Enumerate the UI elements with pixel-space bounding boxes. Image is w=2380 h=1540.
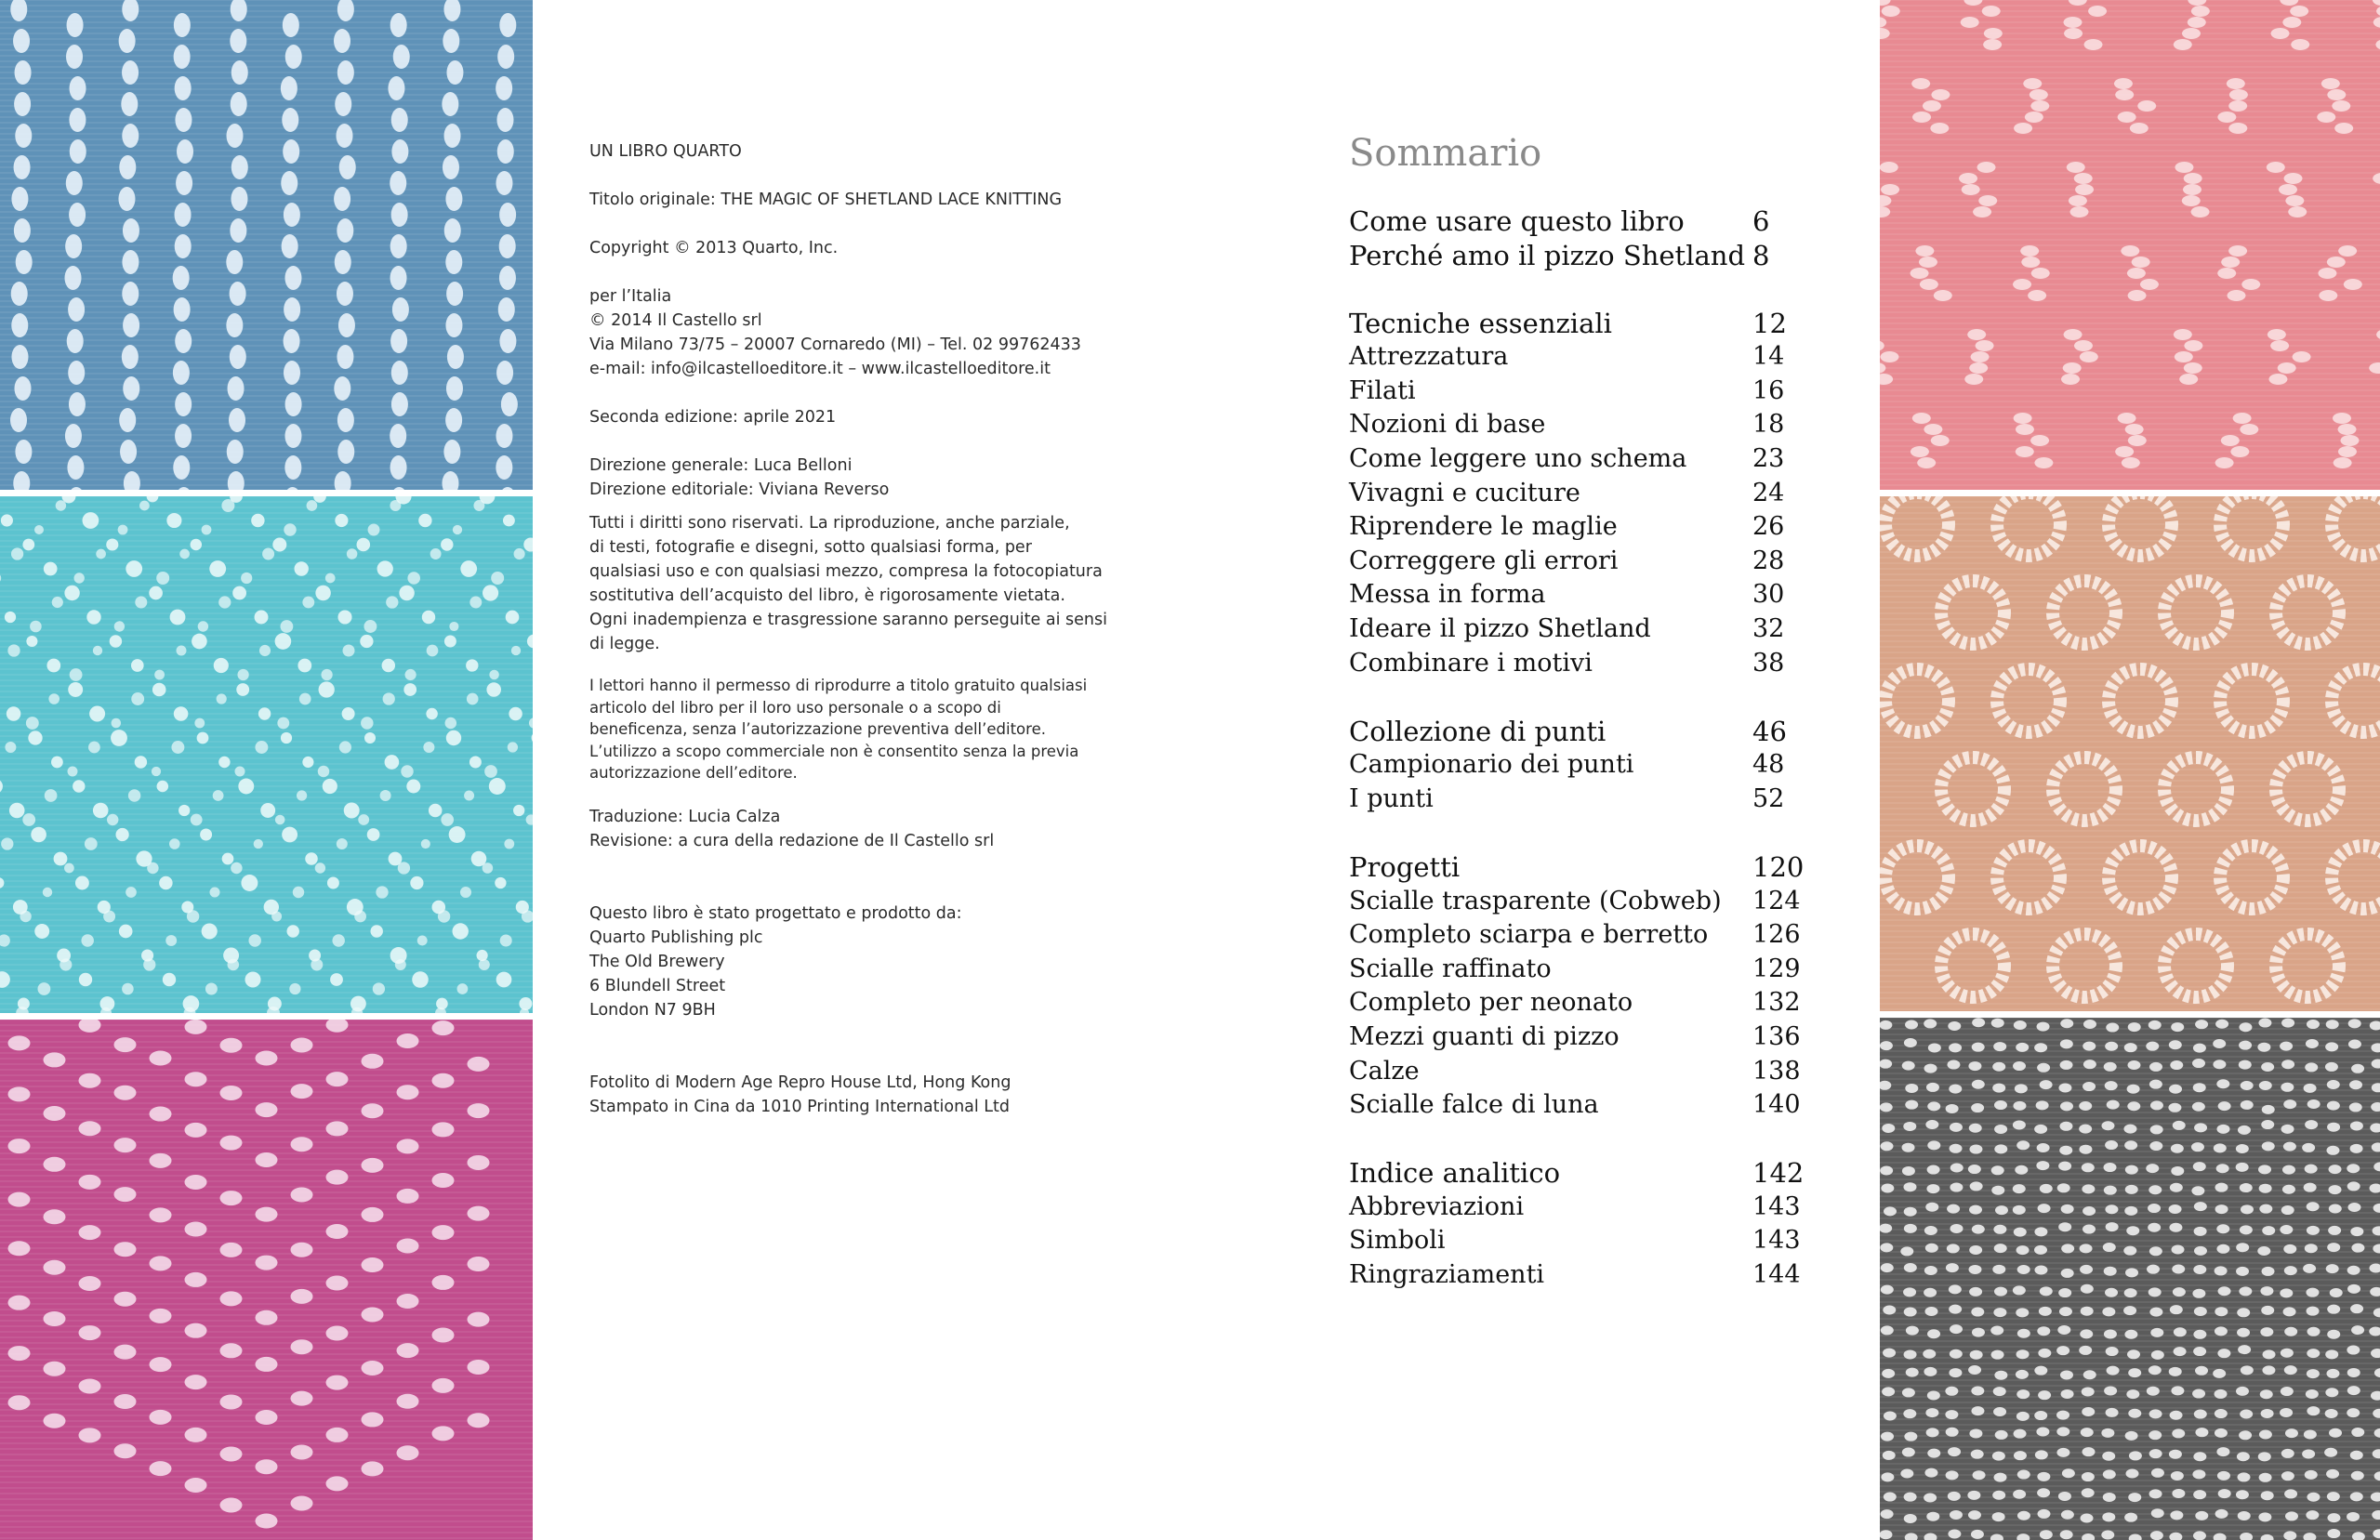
- toc-section: [1349, 1156, 1823, 1292]
- toc-entry-title: Ringraziamenti: [1349, 1260, 1545, 1290]
- toc-entry-page: 8: [1752, 239, 1770, 271]
- rights-line: di legge.: [589, 635, 660, 653]
- permission-line: articolo del libro per il loro uso personale o a scopo di: [589, 698, 1001, 717]
- toc-entry-title: Tecniche essenziali: [1349, 307, 1612, 339]
- toc-entry[interactable]: [1349, 1258, 1823, 1293]
- toc-entry-title: Completo sciarpa e berretto: [1349, 920, 1709, 950]
- toc-entry[interactable]: [1349, 510, 1823, 545]
- toc-entry-title: Combinare i motivi: [1349, 648, 1593, 678]
- magenta-lace-swatch: [0, 1020, 533, 1540]
- toc-entry-title: Filati: [1349, 375, 1416, 405]
- toc-entry-page: 52: [1752, 783, 1785, 813]
- direction-line: Direzione generale: Luca Belloni: [589, 456, 853, 475]
- toc-entry-title: Collezione di punti: [1349, 715, 1606, 747]
- toc-entry-page: 120: [1752, 851, 1805, 883]
- toc-entry[interactable]: [1349, 612, 1823, 647]
- toc-entry[interactable]: [1349, 1055, 1823, 1089]
- toc-entry-page: 12: [1752, 307, 1787, 339]
- toc-entry-title: Perché amo il pizzo Shetland: [1349, 239, 1746, 271]
- toc-section-entry[interactable]: [1349, 715, 1823, 749]
- italy-line: © 2014 Il Castello srl: [589, 311, 762, 330]
- toc-entry[interactable]: [1349, 340, 1823, 375]
- toc-entry-title: Scialle trasparente (Cobweb): [1349, 886, 1722, 915]
- toc-entry-page: 136: [1752, 1021, 1801, 1051]
- toc-entry[interactable]: [1349, 885, 1823, 919]
- toc-entry-page: 48: [1752, 750, 1785, 780]
- toc-entry-title: Mezzi guanti di pizzo: [1349, 1021, 1620, 1051]
- revision-line: Revisione: a cura della redazione de Il Castello srl: [589, 831, 995, 850]
- toc-entry-title: Indice analitico: [1349, 1157, 1561, 1190]
- toc-entry-title: Ideare il pizzo Shetland: [1349, 614, 1651, 644]
- toc-section: [1349, 204, 1823, 272]
- toc-entry[interactable]: [1349, 545, 1823, 579]
- toc-section: [1349, 715, 1823, 817]
- producer-line: Quarto Publishing plc: [589, 928, 763, 947]
- contact-line: e-mail: info@ilcastelloeditore.it – www.ilcastelloeditore.it: [589, 360, 1051, 378]
- toc-entry-page: 26: [1752, 512, 1785, 542]
- toc-entry-page: 18: [1752, 410, 1785, 440]
- producer-line: The Old Brewery: [589, 952, 725, 971]
- toc-entry-page: 144: [1752, 1260, 1801, 1290]
- toc-entry-page: 32: [1752, 614, 1785, 644]
- italy-line: per l’Italia: [589, 287, 672, 306]
- toc-entry[interactable]: [1349, 1020, 1823, 1055]
- toc-entry-page: 124: [1752, 886, 1801, 915]
- copyright-line: Copyright © 2013 Quarto, Inc.: [589, 239, 839, 257]
- toc-entry[interactable]: [1349, 1191, 1823, 1225]
- original-title: Titolo originale: THE MAGIC OF SHETLAND LACE KNITTING: [589, 191, 1063, 209]
- printing-line: Fotolito di Modern Age Repro House Ltd, Hong Kong: [589, 1073, 1012, 1092]
- toc-entry-title: Simboli: [1349, 1226, 1446, 1256]
- toc-entry[interactable]: [1349, 442, 1823, 477]
- toc-section-entry[interactable]: [1349, 239, 1823, 273]
- colophon: [589, 139, 1110, 1119]
- toc-entry-title: Completo per neonato: [1349, 988, 1633, 1018]
- toc-entry-page: 140: [1752, 1090, 1801, 1120]
- toc-section-entry[interactable]: [1349, 307, 1823, 341]
- permission-line: I lettori hanno il permesso di riprodurre a titolo gratuito qualsiasi: [589, 677, 1088, 694]
- toc-entry-title: Campionario dei punti: [1349, 750, 1634, 780]
- toc-entry-title: Abbreviazioni: [1349, 1191, 1525, 1221]
- translation-line: Traduzione: Lucia Calza: [589, 807, 781, 826]
- toc-entry[interactable]: [1349, 953, 1823, 987]
- toc-entry-title: Come usare questo libro: [1349, 205, 1685, 237]
- toc-entry-page: 28: [1752, 546, 1785, 575]
- toc-entry-page: 132: [1752, 988, 1801, 1018]
- toc-section: [1349, 850, 1823, 1123]
- grey-lace-swatch: [1880, 1018, 2380, 1540]
- toc-entry-title: Attrezzatura: [1349, 342, 1509, 372]
- permission-line: L’utilizzo a scopo commerciale non è consentito senza la previa: [589, 742, 1079, 760]
- toc-entry-page: 142: [1752, 1157, 1805, 1190]
- toc-entry-page: 38: [1752, 648, 1785, 678]
- toc-entry-page: 129: [1752, 954, 1801, 983]
- blue-lace-swatch: [0, 0, 533, 490]
- toc-entry-title: Scialle falce di luna: [1349, 1090, 1599, 1120]
- toc-entry-page: 143: [1752, 1191, 1801, 1221]
- toc-entry[interactable]: [1349, 647, 1823, 681]
- toc-entry-page: 46: [1752, 715, 1787, 747]
- toc-section-entry[interactable]: [1349, 1156, 1823, 1191]
- toc-entry[interactable]: [1349, 408, 1823, 442]
- turquoise-lace-swatch: [0, 496, 533, 1013]
- toc-section-entry[interactable]: [1349, 850, 1823, 885]
- permission-line: autorizzazione dell’editore.: [589, 764, 798, 782]
- peach-lace-swatch: [1880, 496, 2380, 1011]
- toc-entry[interactable]: [1349, 1088, 1823, 1123]
- toc-entry-page: 30: [1752, 580, 1785, 610]
- producer-line: Questo libro è stato progettato e prodotto da:: [589, 903, 962, 923]
- toc-entry-page: 14: [1752, 342, 1785, 372]
- pink-lace-swatch: [1880, 0, 2380, 490]
- toc-section: [1349, 307, 1823, 681]
- toc-entry-title: Nozioni di base: [1349, 410, 1546, 440]
- address-line: Via Milano 73/75 – 20007 Cornaredo (MI) – Tel. 02 99762433: [589, 336, 1081, 354]
- toc-entry-page: 143: [1752, 1226, 1801, 1256]
- publisher-line: UN LIBRO QUARTO: [589, 142, 742, 161]
- toc-entry[interactable]: [1349, 748, 1823, 783]
- toc-entry[interactable]: [1349, 477, 1823, 511]
- rights-line: di testi, fotografie e disegni, sotto qualsiasi forma, per: [589, 538, 1032, 557]
- toc-entry-title: Scialle raffinato: [1349, 954, 1552, 983]
- toc-entry-title: Messa in forma: [1349, 580, 1546, 610]
- rights-line: Ogni inadempienza e trasgressione saranno perseguite ai sensi: [589, 611, 1107, 629]
- toc-heading: Sommario: [1349, 132, 1542, 175]
- toc-entry[interactable]: [1349, 986, 1823, 1020]
- toc-entry-page: 138: [1752, 1056, 1801, 1086]
- toc-entry-title: Vivagni e cuciture: [1349, 478, 1580, 507]
- toc-entry-page: 126: [1752, 920, 1801, 950]
- edition-line: Seconda edizione: aprile 2021: [589, 408, 837, 427]
- toc-entry-title: Riprendere le maglie: [1349, 512, 1618, 542]
- toc-entry[interactable]: [1349, 783, 1823, 817]
- table-of-contents: [1349, 130, 1823, 1326]
- toc-entry-page: 16: [1752, 375, 1785, 405]
- toc-entry[interactable]: [1349, 918, 1823, 953]
- toc-entry-page: 23: [1752, 444, 1785, 474]
- toc-entry-page: 24: [1752, 478, 1785, 507]
- rights-line: qualsiasi uso e con qualsiasi mezzo, compresa la fotocopiatura: [589, 562, 1103, 581]
- toc-entry-title: Come leggere uno schema: [1349, 444, 1687, 474]
- permission-line: beneficenza, senza l’autorizzazione preventiva dell’editore.: [589, 720, 1046, 738]
- toc-entry-title: I punti: [1349, 783, 1434, 813]
- toc-entry-title: Calze: [1349, 1056, 1420, 1086]
- toc-section-entry[interactable]: [1349, 204, 1823, 239]
- rights-line: sostitutiva dell’acquisto del libro, è rigorosamente vietata.: [589, 586, 1065, 605]
- rights-line: Tutti i diritti sono riservati. La riproduzione, anche parziale,: [589, 514, 1070, 533]
- toc-groups: [1349, 204, 1823, 1293]
- toc-entry[interactable]: [1349, 375, 1823, 409]
- toc-entry-title: Correggere gli errori: [1349, 546, 1619, 575]
- toc-entry[interactable]: [1349, 578, 1823, 612]
- producer-line: London N7 9BH: [589, 1000, 716, 1020]
- direction-line: Direzione editoriale: Viviana Reverso: [589, 480, 890, 499]
- toc-entry[interactable]: [1349, 1224, 1823, 1258]
- toc-entry-page: 6: [1752, 205, 1770, 237]
- producer-line: 6 Blundell Street: [589, 976, 726, 995]
- printing-line: Stampato in Cina da 1010 Printing International Ltd: [589, 1097, 1011, 1116]
- toc-entry-title: Progetti: [1349, 851, 1461, 883]
